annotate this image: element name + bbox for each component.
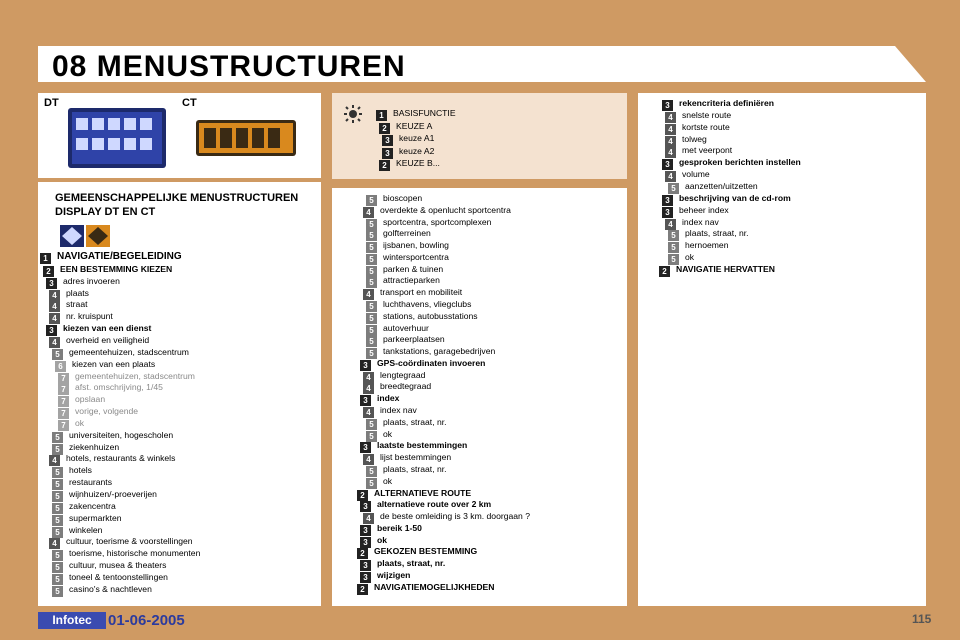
level-badge-2: 2	[659, 266, 670, 277]
level-badge-3: 3	[46, 325, 57, 336]
menu-item	[366, 428, 392, 440]
middle-divider	[332, 179, 627, 188]
level-badge-3: 3	[360, 395, 371, 406]
menu-item-text: vorige, volgende	[75, 406, 139, 417]
menu-item-text: met veerpont	[682, 145, 733, 156]
level-badge-4: 4	[665, 136, 676, 147]
left-top-divider	[38, 178, 321, 182]
level-badge-4: 4	[363, 207, 374, 218]
footer-date: 01-06-2005	[108, 612, 185, 629]
menu-item-text: gesproken berichten instellen	[679, 157, 801, 168]
menu-item	[357, 487, 471, 499]
menu-item-text: bereik 1-50	[377, 522, 422, 533]
level-badge-5: 5	[366, 478, 377, 489]
menu-item-text: EEN BESTEMMING KIEZEN	[60, 263, 173, 274]
level-badge-5: 5	[668, 230, 679, 241]
level-badge-5: 5	[52, 467, 63, 478]
menu-item	[46, 322, 151, 334]
level-badge-5: 5	[366, 419, 377, 430]
level-badge-4: 4	[665, 171, 676, 182]
menu-item-text: laatste bestemmingen	[377, 440, 468, 451]
level-badge-3: 3	[360, 560, 371, 571]
level-badge-3: 3	[360, 360, 371, 371]
level-badge-3: 3	[382, 135, 393, 146]
menu-item-text: plaats, straat, nr.	[383, 416, 447, 427]
menu-item	[366, 216, 491, 228]
menu-item	[665, 133, 707, 145]
level-badge-3: 3	[360, 442, 371, 453]
menu-item-text: golfterreinen	[383, 228, 431, 239]
level-badge-2: 2	[357, 584, 368, 595]
level-badge-5: 5	[366, 266, 377, 277]
menu-item	[52, 559, 166, 571]
menu-item-text: straat	[66, 299, 88, 310]
infotec-logo: Infotec	[38, 612, 106, 629]
menu-item	[52, 488, 157, 500]
title-banner-corner	[895, 46, 926, 82]
level-badge-5: 5	[52, 503, 63, 514]
menu-item-text: kortste route	[682, 121, 730, 132]
level-badge-5: 5	[52, 574, 63, 585]
menu-item-text: lengtegraad	[380, 369, 426, 380]
menu-item	[363, 404, 417, 416]
menu-item-text: gemeentehuizen, stadscentrum	[69, 346, 189, 357]
menu-item	[366, 416, 447, 428]
menu-item-text: transport en mobiliteit	[380, 287, 463, 298]
menu-item	[52, 429, 173, 441]
level-badge-2: 2	[357, 548, 368, 559]
menu-item-text: BASISFUNCTIE	[393, 108, 456, 118]
menu-item	[58, 417, 84, 429]
menu-item-text: supermarkten	[69, 512, 122, 523]
menu-item	[366, 192, 422, 204]
menu-item	[52, 583, 152, 595]
level-badge-6: 6	[55, 361, 66, 372]
level-badge-2: 2	[43, 266, 54, 277]
menu-item-text: autoverhuur	[383, 322, 429, 333]
menu-item	[379, 120, 432, 132]
level-badge-5: 5	[366, 466, 377, 477]
level-badge-2: 2	[379, 160, 390, 171]
menu-item	[665, 121, 730, 133]
level-badge-1: 1	[40, 253, 51, 264]
menu-item-text: ok	[377, 534, 388, 545]
menu-item	[668, 227, 749, 239]
ct-display-image	[196, 120, 296, 156]
level-badge-5: 5	[52, 550, 63, 561]
menu-item-text: parkeerplaatsen	[383, 334, 445, 345]
menu-item	[379, 157, 440, 169]
menu-item	[382, 145, 434, 157]
level-badge-5: 5	[366, 195, 377, 206]
menu-item-text: ok	[383, 475, 393, 486]
menu-item-text: hernoemen	[685, 240, 729, 251]
level-badge-5: 5	[366, 254, 377, 265]
menu-item-text: aanzetten/uitzetten	[685, 180, 758, 191]
level-badge-7: 7	[58, 420, 69, 431]
level-badge-5: 5	[52, 562, 63, 573]
menu-item	[366, 298, 471, 310]
level-badge-5: 5	[668, 183, 679, 194]
menu-item	[357, 545, 477, 557]
menu-item-text: NAVIGATIEMOGELIJKHEDEN	[374, 581, 495, 592]
menu-item	[52, 464, 92, 476]
menu-item	[668, 251, 694, 263]
menu-item-text: overheid en veiligheid	[66, 334, 150, 345]
level-badge-7: 7	[58, 373, 69, 384]
level-badge-5: 5	[52, 527, 63, 538]
menu-item-text: casino's & nachtleven	[69, 583, 152, 594]
menu-item-text: wijzigen	[377, 569, 411, 580]
menu-item-text: overdekte & openlucht sportcentra	[380, 204, 511, 215]
menu-item-text: kiezen van een dienst	[63, 323, 152, 334]
menu-item	[52, 512, 122, 524]
menu-item-text: keuze A2	[399, 145, 435, 156]
level-badge-3: 3	[360, 525, 371, 536]
level-badge-4: 4	[363, 513, 374, 524]
menu-item-text: KEUZE A	[396, 120, 433, 131]
menu-item	[46, 275, 120, 287]
menu-item-text: ALTERNATIEVE ROUTE	[374, 487, 472, 498]
menu-item	[662, 192, 791, 204]
menu-item-text: luchthavens, vliegclubs	[383, 299, 472, 310]
menu-item	[40, 251, 182, 263]
menu-item	[360, 557, 445, 569]
menu-item-text: snelste route	[682, 109, 732, 120]
menu-item	[665, 109, 731, 121]
level-badge-5: 5	[668, 254, 679, 265]
menu-item-text: KEUZE B...	[396, 158, 440, 168]
level-badge-5: 5	[366, 277, 377, 288]
menu-item	[55, 358, 155, 370]
menu-item	[52, 524, 102, 536]
menu-item-text: beschrijving van de cd-rom	[679, 192, 791, 203]
level-badge-4: 4	[665, 112, 676, 123]
level-badge-5: 5	[52, 444, 63, 455]
menu-item	[52, 346, 189, 358]
menu-item-text: restaurants	[69, 477, 112, 488]
basisfunctie-legend	[332, 93, 627, 179]
menu-item-text: parken & tuinen	[383, 263, 444, 274]
menu-item	[52, 571, 168, 583]
menu-item	[52, 441, 119, 453]
menu-item	[360, 569, 410, 581]
menu-item	[52, 547, 200, 559]
menu-item	[360, 439, 467, 451]
menu-item-text: afst. omschrijving, 1/45	[75, 382, 163, 393]
menu-item-text: volume	[682, 169, 710, 180]
menu-item-text: beheer index	[679, 204, 729, 215]
level-badge-5: 5	[366, 336, 377, 347]
menu-item	[363, 286, 462, 298]
page-title: 08 MENUSTRUCTUREN	[52, 50, 406, 83]
level-badge-4: 4	[665, 124, 676, 135]
level-badge-3: 3	[46, 278, 57, 289]
level-badge-4: 4	[49, 337, 60, 348]
menu-item	[662, 97, 774, 109]
level-badge-5: 5	[52, 349, 63, 360]
menu-item	[49, 334, 149, 346]
menu-item	[366, 345, 495, 357]
level-badge-3: 3	[662, 195, 673, 206]
label-dt: DT	[44, 97, 59, 109]
menu-item	[363, 204, 511, 216]
menu-item-text: GEKOZEN BESTEMMING	[374, 546, 478, 557]
menu-item-text: hotels	[69, 465, 92, 476]
level-badge-5: 5	[52, 432, 63, 443]
level-badge-4: 4	[363, 454, 374, 465]
menu-item	[665, 168, 710, 180]
level-badge-2: 2	[357, 490, 368, 501]
menu-item	[363, 451, 451, 463]
menu-item	[366, 274, 440, 286]
level-badge-5: 5	[52, 515, 63, 526]
level-badge-5: 5	[366, 431, 377, 442]
menu-item	[43, 263, 172, 275]
menu-item-text: sportcentra, sportcomplexen	[383, 216, 492, 227]
level-badge-4: 4	[49, 538, 60, 549]
menu-item-text: NAVIGATIE/BEGELEIDING	[57, 251, 182, 262]
menu-item	[665, 216, 719, 228]
page-number: 115	[912, 612, 932, 626]
menu-item-text: opslaan	[75, 394, 106, 405]
level-badge-3: 3	[360, 537, 371, 548]
menu-item	[668, 239, 728, 251]
menu-item-text: ok	[685, 252, 695, 263]
menu-item-text: tolweg	[682, 133, 707, 144]
level-badge-5: 5	[366, 313, 377, 324]
level-badge-4: 4	[49, 313, 60, 324]
menu-item	[58, 370, 195, 382]
level-badge-4: 4	[49, 455, 60, 466]
navigation-icon	[60, 225, 84, 247]
menu-item-text: index nav	[380, 405, 417, 416]
level-badge-4: 4	[49, 301, 60, 312]
level-badge-1: 1	[376, 110, 387, 121]
menu-item-text: tankstations, garagebedrijven	[383, 346, 496, 357]
menu-item	[363, 380, 431, 392]
level-badge-5: 5	[52, 491, 63, 502]
menu-item-text: rekencriteria definiëren	[679, 98, 775, 108]
menu-item-text: GPS-coördinaten invoeren	[377, 357, 486, 368]
menu-item	[662, 204, 729, 216]
menu-item	[49, 452, 175, 464]
level-badge-4: 4	[363, 383, 374, 394]
menu-item-text: NAVIGATIE HERVATTEN	[676, 263, 775, 274]
menu-item-text: keuze A1	[399, 133, 435, 143]
level-badge-3: 3	[662, 100, 673, 111]
menu-item	[49, 287, 89, 299]
menu-item-text: nr. kruispunt	[66, 311, 113, 322]
menu-item-text: stations, autobusstations	[383, 310, 478, 321]
level-badge-5: 5	[52, 586, 63, 597]
menu-item	[357, 581, 494, 593]
level-badge-3: 3	[662, 159, 673, 170]
menu-item	[366, 239, 449, 251]
level-badge-2: 2	[379, 123, 390, 134]
menu-item-text: kiezen van een plaats	[72, 358, 156, 369]
menu-item-text: toerisme, historische monumenten	[69, 548, 201, 559]
level-badge-7: 7	[58, 396, 69, 407]
menu-item-text: plaats, straat, nr.	[685, 228, 749, 239]
menu-item	[366, 322, 429, 334]
menu-item	[366, 227, 431, 239]
menu-item-text: attractieparken	[383, 275, 440, 286]
settings-icon	[344, 105, 362, 123]
menu-item-text: ok	[383, 428, 393, 439]
menu-item	[360, 392, 399, 404]
menu-item	[52, 500, 116, 512]
menu-item	[659, 263, 775, 275]
menu-item-text: index nav	[682, 216, 719, 227]
menu-item-text: alternatieve route over 2 km	[377, 499, 492, 510]
level-badge-5: 5	[668, 242, 679, 253]
menu-item	[665, 144, 732, 156]
menu-item	[360, 498, 491, 510]
level-badge-5: 5	[366, 230, 377, 241]
menu-item	[366, 463, 447, 475]
menu-item-text: hotels, restaurants & winkels	[66, 453, 176, 464]
menu-item	[360, 522, 422, 534]
guidance-icon	[86, 225, 110, 247]
menu-item	[363, 510, 530, 522]
level-badge-3: 3	[360, 501, 371, 512]
menu-item-text: wintersportcentra	[383, 251, 449, 262]
menu-item-text: de beste omleiding is 3 km. doorgaan ?	[380, 511, 531, 522]
label-ct: CT	[182, 97, 197, 109]
menu-item-text: cultuur, toerisme & voorstellingen	[66, 536, 193, 547]
level-badge-5: 5	[366, 219, 377, 230]
menu-item-text: zakencentra	[69, 500, 116, 511]
menu-item	[49, 298, 88, 310]
menu-item	[58, 381, 163, 393]
level-badge-7: 7	[58, 384, 69, 395]
level-badge-4: 4	[49, 290, 60, 301]
level-badge-4: 4	[665, 219, 676, 230]
menu-item	[363, 369, 425, 381]
menu-item-text: plaats, straat, nr.	[377, 558, 446, 569]
menu-item	[382, 132, 434, 144]
menu-item-text: universiteiten, hogescholen	[69, 429, 174, 440]
menu-item	[58, 405, 138, 417]
menu-item	[662, 156, 801, 168]
menu-item	[52, 476, 112, 488]
menu-item	[366, 251, 449, 263]
common-menu-heading	[55, 191, 298, 219]
menu-item	[366, 310, 478, 322]
menu-item-text: ziekenhuizen	[69, 441, 120, 452]
menu-item-text: plaats	[66, 287, 89, 298]
menu-item-text: wijnhuizen/-proeverijen	[69, 489, 157, 499]
menu-item-text: ijsbanen, bowling	[383, 240, 449, 251]
level-badge-4: 4	[363, 289, 374, 300]
heading-line-2: DISPLAY DT EN CT	[55, 206, 156, 218]
menu-item	[376, 107, 456, 119]
heading-line-1: GEMEENSCHAPPELIJKE MENUSTRUCTUREN	[55, 192, 299, 204]
menu-item	[360, 357, 485, 369]
level-badge-4: 4	[363, 407, 374, 418]
menu-item	[366, 475, 392, 487]
level-badge-5: 5	[366, 325, 377, 336]
menu-item-text: index	[377, 393, 400, 404]
menu-item-text: adres invoeren	[63, 275, 120, 286]
level-badge-5: 5	[52, 479, 63, 490]
level-badge-4: 4	[363, 372, 374, 383]
menu-item-text: cultuur, musea & theaters	[69, 560, 167, 571]
level-badge-5: 5	[366, 242, 377, 253]
menu-item-text: bioscopen	[383, 193, 423, 203]
menu-item	[366, 263, 443, 275]
menu-item	[49, 535, 193, 547]
level-badge-3: 3	[662, 207, 673, 218]
level-badge-4: 4	[665, 147, 676, 158]
menu-item	[360, 534, 387, 546]
level-badge-5: 5	[366, 348, 377, 359]
menu-item	[49, 310, 113, 322]
level-badge-5: 5	[366, 301, 377, 312]
menu-item	[58, 393, 105, 405]
level-badge-3: 3	[360, 572, 371, 583]
menu-item-text: lijst bestemmingen	[380, 452, 452, 463]
menu-item-text: ok	[75, 417, 85, 428]
menu-item-text: plaats, straat, nr.	[383, 463, 447, 474]
menu-item-text: winkelen	[69, 524, 103, 535]
level-badge-3: 3	[382, 148, 393, 159]
menu-item-text: toneel & tentoonstellingen	[69, 571, 168, 582]
menu-item	[366, 333, 445, 345]
menu-item	[668, 180, 758, 192]
level-badge-7: 7	[58, 408, 69, 419]
menu-item-text: gemeentehuizen, stadscentrum	[75, 370, 195, 381]
dt-display-image	[68, 108, 166, 168]
menu-item-text: breedtegraad	[380, 381, 432, 392]
